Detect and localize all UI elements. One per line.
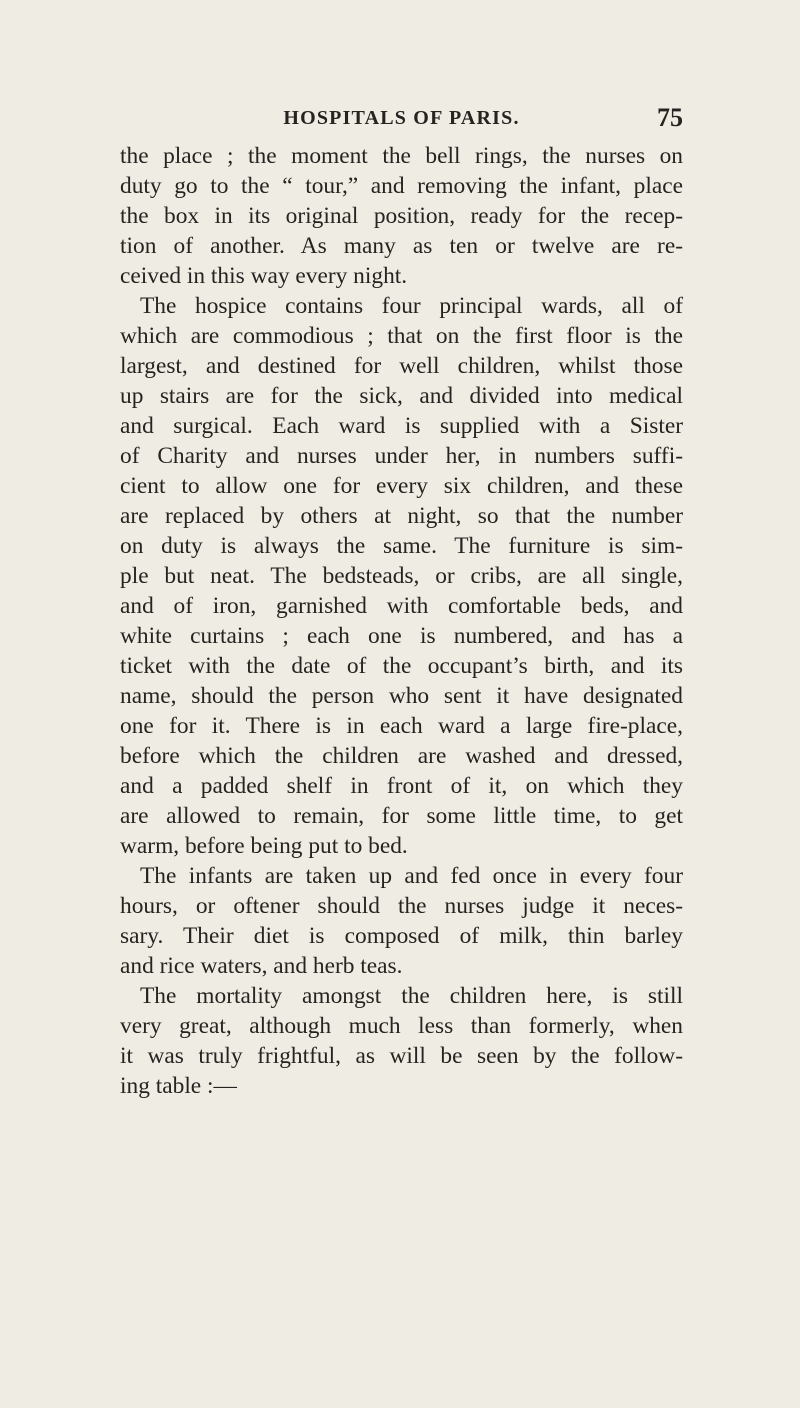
text-line: it was truly frightful, as will be seen by the follow- <box>120 1043 683 1069</box>
text-line: and a padded shelf in front of it, on which they <box>120 773 683 799</box>
text-line: and rice waters, and herb teas. <box>120 953 403 979</box>
text-line: and surgical. Each ward is supplied with a Sister <box>120 413 683 439</box>
text-line: on duty is always the same. The furniture is sim- <box>120 533 683 559</box>
text-line: are replaced by others at night, so that the number <box>120 503 683 529</box>
text-line: tion of another. As many as ten or twelve are re- <box>120 233 683 259</box>
text-line: and of iron, garnished with comfortable beds, and <box>120 593 683 619</box>
text-line: The infants are taken up and fed once in every four <box>140 863 683 889</box>
text-line: ticket with the date of the occupant’s birth, and its <box>120 653 683 679</box>
text-line: cient to allow one for every six children, and these <box>120 473 683 499</box>
running-head <box>120 105 683 137</box>
text-line: ceived in this way every night. <box>120 263 408 289</box>
text-line: hours, or oftener should the nurses judge it neces- <box>120 893 683 919</box>
text-line: are allowed to remain, for some little time, to get <box>120 803 683 829</box>
text-line: which are commodious ; that on the first floor is the <box>120 323 683 349</box>
text-line: up stairs are for the sick, and divided into medical <box>120 383 683 409</box>
text-line: white curtains ; each one is numbered, and has a <box>120 623 683 649</box>
text-line: before which the children are washed and dressed, <box>120 743 683 769</box>
text-line: very great, although much less than formerly, when <box>120 1013 683 1039</box>
body-text <box>120 141 683 1101</box>
text-line: The mortality amongst the children here, is still <box>140 983 683 1009</box>
text-line: name, should the person who sent it have designated <box>120 683 683 709</box>
text-line: duty go to the “ tour,” and removing the infant, place <box>120 173 683 199</box>
page-number: 75 <box>657 103 683 132</box>
text-line: one for it. There is in each ward a large fire-place, <box>120 713 683 739</box>
running-title: HOSPITALS OF PARIS. <box>283 107 520 129</box>
text-line: warm, before being put to bed. <box>120 833 408 859</box>
text-line: ing table :— <box>120 1073 237 1099</box>
text-line: ple but neat. The bedsteads, or cribs, are all single, <box>120 563 683 589</box>
text-line: the place ; the moment the bell rings, the nurses on <box>120 143 683 169</box>
text-line: sary. Their diet is composed of milk, thin barley <box>120 923 683 949</box>
text-line: The hospice contains four principal wards, all of <box>140 293 683 319</box>
text-line: the box in its original position, ready for the recep- <box>120 203 683 229</box>
text-line: of Charity and nurses under her, in numbers suffi- <box>120 443 683 469</box>
text-line: largest, and destined for well children, whilst those <box>120 353 683 379</box>
